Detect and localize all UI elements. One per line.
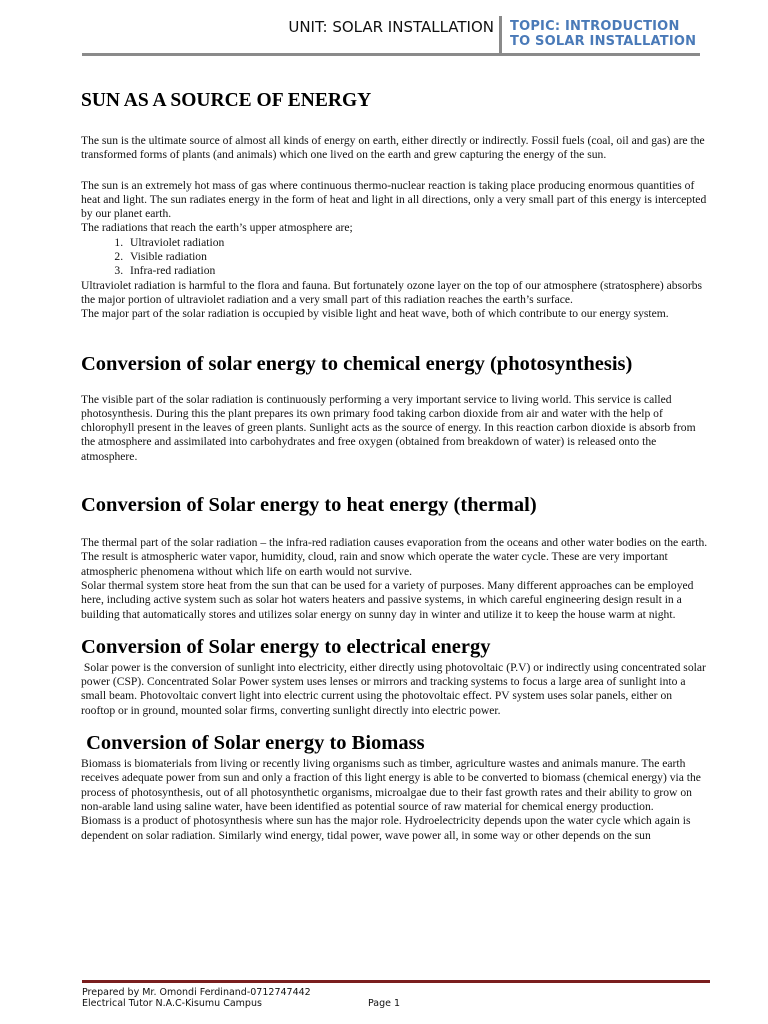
paragraph: The sun is the ultimate source of almost all kinds of energy on earth, either directly or indirectly. Fossil fuels (coal, oil and gas) are the transformed forms of plants (and animals) which one lived on the earth and grew capturing the energy of the sun. bbox=[81, 134, 705, 162]
paragraph: The major part of the solar radiation is occupied by visible light and heat wave, both of which contribute to our energy system. bbox=[81, 307, 669, 321]
page-number: Page 1 bbox=[368, 998, 401, 1009]
paragraph: Solar power is the conversion of sunlight into electricity, either directly using photovoltaic (P.V) or indirectly using concentrated solar power (CSP). Concentrated Solar Power system uses lenses or mirrors and tracking systems to focus a large area of sunlight into a small beam. Photovoltaic convert light into electric current using the photovoltaic effect. PV system uses solar panels, either on rooftop or in ground, mounted solar firms, converting sunlight directly into electric power. bbox=[81, 660, 709, 717]
paragraph: Biomass is a product of photosynthesis where sun has the major role. Hydroelectricity depends upon the water cycle which again is dependent on solar radiation. Similarly wind energy, tidal power, wave power all, in some way or other depends on the sun bbox=[81, 814, 691, 842]
page-content bbox=[81, 88, 709, 843]
header-unit: UNIT: SOLAR INSTALLATION bbox=[288, 18, 494, 36]
section-title-chemical: Conversion of solar energy to chemical energy (photosynthesis) bbox=[81, 352, 633, 375]
section-title-sun-energy: SUN AS A SOURCE OF ENERGY bbox=[81, 90, 372, 111]
list-item: 1. Ultraviolet radiation bbox=[126, 236, 709, 250]
paragraph: Solar thermal system store heat from the sun that can be used for a variety of purposes. Many different approaches can be employed here, including active system such as solar hot waters heaters and passive systems, in which careful engineering design result in a building that automatically stores and utilizes solar energy on sunny day in winter and utilize it to keep the house warm at night. bbox=[81, 578, 694, 621]
header-rule bbox=[82, 53, 700, 56]
paragraph: The thermal part of the solar radiation – the infra-red radiation causes evaporation from the oceans and other water bodies on the earth. The result is atmospheric water vapor, humidity, cloud, rain and snow which operate the water cycle. These are very important atmospheric phenomena without which life on earth would not survive. bbox=[81, 536, 708, 578]
header-divider bbox=[499, 16, 502, 54]
footer-rule bbox=[82, 980, 710, 983]
paragraph: The sun is an extremely hot mass of gas where continuous thermo-nuclear reaction is taking place producing enormous quantities of heat and light. The sun radiates energy in the form of heat and light in all directions, only a very small part of this energy is intercepted by our planet earth. bbox=[81, 178, 707, 221]
paragraph: Biomass is biomaterials from living or recently living organisms such as timber, agriculture wastes and animals manure. The earth receives adequate power from sun and only a fraction of this light energy is able to be converted to biomass (chemical energy) via the process of photosynthesis, out of all photosynthetic organisms, microalgae due to their fast growth rates and their ability to grow on non-arable land using saline water, have been identified as potential source of raw material for chemical energy production. bbox=[81, 757, 701, 813]
section-title-electrical: Conversion of Solar energy to electrical energy bbox=[81, 635, 491, 658]
radiation-list bbox=[81, 236, 709, 279]
header-topic-line1: TOPIC: INTRODUCTION bbox=[510, 19, 680, 34]
section-title-biomass: Conversion of Solar energy to Biomass bbox=[81, 732, 425, 755]
paragraph: Ultraviolet radiation is harmful to the flora and fauna. But fortunately ozone layer on the top of our atmosphere (stratosphere) absorbs the major portion of ultraviolet radiation and a very small part of this radiation reaches the earth’s surface. bbox=[81, 278, 703, 306]
list-item: 2. Visible radiation bbox=[126, 250, 709, 264]
list-item: 3. Infra-red radiation bbox=[126, 264, 709, 278]
header-topic bbox=[510, 19, 696, 49]
paragraph: The radiations that reach the earth’s upper atmosphere are; bbox=[81, 221, 353, 235]
paragraph: The visible part of the solar radiation is continuously performing a very important service to living world. This service is called photosynthesis. During this the plant prepares its own primary food taking carbon dioxide from air and water with the help of chlorophyll present in the leaves of green plants. Sunlight acts as the source of energy. In this reaction carbon dioxide is absorb from the atmosphere and assimilated into carbohydrates and free oxygen (obtained from breakdown of water) is released onto the atmosphere. bbox=[81, 392, 696, 463]
footer-author: Prepared by Mr. Omondi Ferdinand-0712747442 bbox=[82, 987, 311, 998]
header-topic-line2: TO SOLAR INSTALLATION bbox=[510, 34, 697, 49]
footer-institution: Electrical Tutor N.A.C-Kisumu Campus bbox=[82, 998, 262, 1009]
section-title-thermal: Conversion of Solar energy to heat energy (thermal) bbox=[81, 494, 537, 517]
